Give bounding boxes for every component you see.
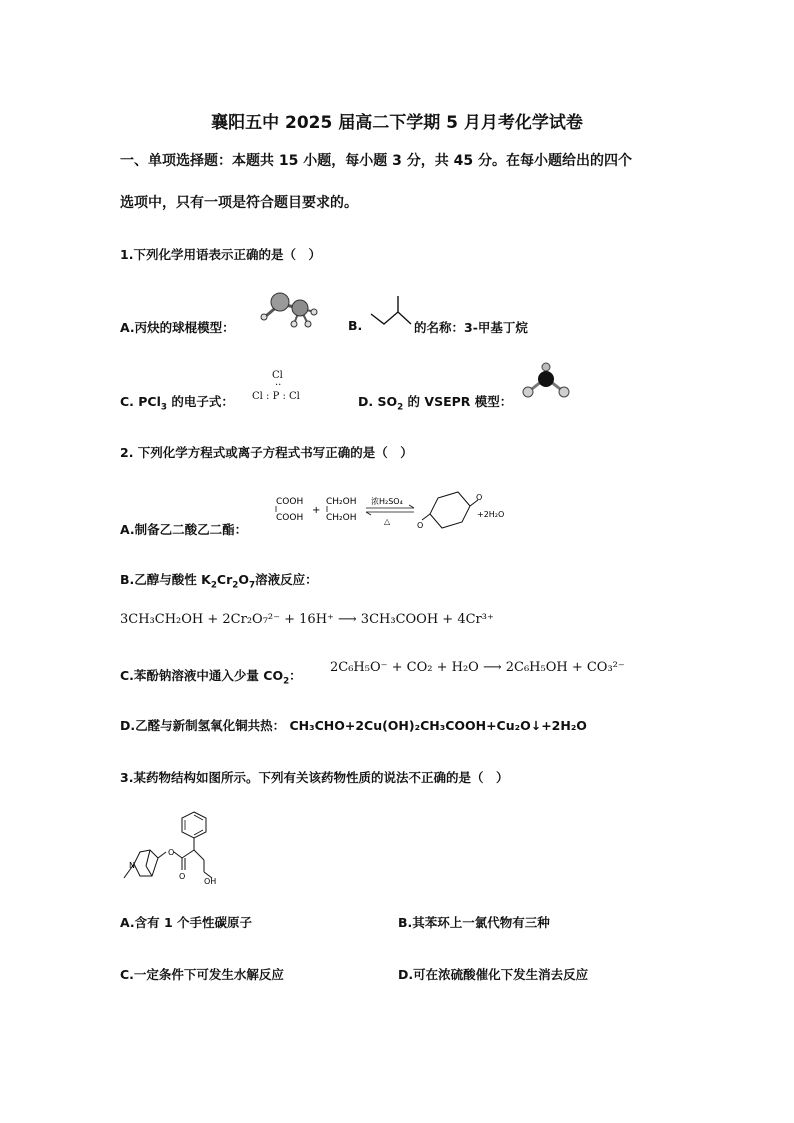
eq-carbonyl-o-1: O bbox=[417, 521, 424, 530]
q3-option-d: D.可在浓硫酸催化下发生消去反应 bbox=[398, 967, 589, 982]
eq-cooh-1: COOH bbox=[276, 497, 304, 507]
mol-hydroxyl: OH bbox=[204, 877, 217, 886]
q1-stem: 1.下列化学用语表示正确的是（ ） bbox=[120, 247, 321, 262]
lewis-dots: ·· bbox=[275, 380, 282, 391]
mol-ester-o: O bbox=[168, 848, 175, 857]
drug-molecule-structure bbox=[116, 806, 226, 892]
q2-option-b: B.乙醇与酸性 $K_2Cr_2O_7$溶液反应： bbox=[120, 572, 318, 591]
eq-cooh-2: COOH bbox=[276, 513, 304, 523]
q2-stem: 2. 下列化学方程式或离子方程式书写正确的是（ ） bbox=[120, 445, 413, 460]
q1-option-b-letter: B. bbox=[348, 318, 363, 333]
eq-ch2oh-1: CH₂OH bbox=[326, 497, 357, 507]
q3-stem: 3.某药物结构如图所示。下列有关该药物性质的说法不正确的是（ ） bbox=[120, 770, 509, 785]
mol-carbonyl-o: O bbox=[179, 872, 186, 881]
section-header-line1: 一、单项选择题：本题共 15 小题，每小题 3 分，共 45 分。在每小题给出的四个 bbox=[120, 153, 632, 169]
eq-condition-heat: △ bbox=[384, 517, 391, 526]
skeletal-structure-2-methylbutane bbox=[368, 294, 414, 330]
q2-option-c: C.苯酚钠溶液中通入少量 $CO_2$： bbox=[120, 668, 302, 687]
q2-option-c-equation: 2C₆H₅O⁻ + CO₂ + H₂O ⟶ 2C₆H₅OH + CO₃²⁻ bbox=[330, 660, 625, 675]
propyne-ball-stick-model bbox=[256, 290, 322, 332]
q1-option-c: C. PCl$_3$ 的电子式： bbox=[120, 394, 234, 413]
q2-option-d: D.乙醛与新制氢氧化铜共热： CH₃CHO+2Cu(OH)₂CH₃COOH+Cu₂O↓+2H₂O bbox=[120, 718, 587, 733]
eq-carbonyl-o-2: O bbox=[476, 493, 483, 502]
q2-option-b-equation: 3CH₃CH₂OH + 2Cr₂O₇²⁻ + 16H⁺ ⟶ 3CH₃COOH + 4Cr³⁺ bbox=[120, 612, 494, 627]
eq-water: +2H₂O bbox=[477, 510, 505, 519]
eq-condition-acid: 浓H₂SO₄ bbox=[371, 497, 403, 506]
q1-option-a: A.丙炔的球棍模型： bbox=[120, 320, 235, 335]
q2-option-a: A.制备乙二酸乙二酯： bbox=[120, 522, 248, 537]
page-title: 襄阳五中 2025 届高二下学期 5 月月考化学试卷 bbox=[211, 113, 583, 133]
eq-ch2oh-2: CH₂OH bbox=[326, 513, 357, 523]
q3-option-c: C.一定条件下可发生水解反应 bbox=[120, 967, 284, 982]
section-header-line2: 选项中，只有一项是符合题目要求的。 bbox=[120, 195, 358, 211]
q1-option-b-text: 的名称：3-甲基丁烷 bbox=[414, 320, 528, 335]
so2-vsepr-model bbox=[518, 362, 574, 402]
eq-plus: + bbox=[312, 505, 321, 516]
mol-nitrogen: N bbox=[129, 861, 135, 870]
lewis-cl-top: Cl bbox=[272, 370, 283, 381]
pcl3-lewis-structure: Cl : P : Cl bbox=[252, 391, 300, 402]
q1-option-d: D. $SO_2$ 的 VSEPR 模型： bbox=[358, 394, 513, 413]
esterification-equation-image bbox=[270, 488, 516, 538]
q3-option-b: B.其苯环上一氯代物有三种 bbox=[398, 915, 550, 930]
q3-option-a: A.含有 1 个手性碳原子 bbox=[120, 915, 253, 930]
